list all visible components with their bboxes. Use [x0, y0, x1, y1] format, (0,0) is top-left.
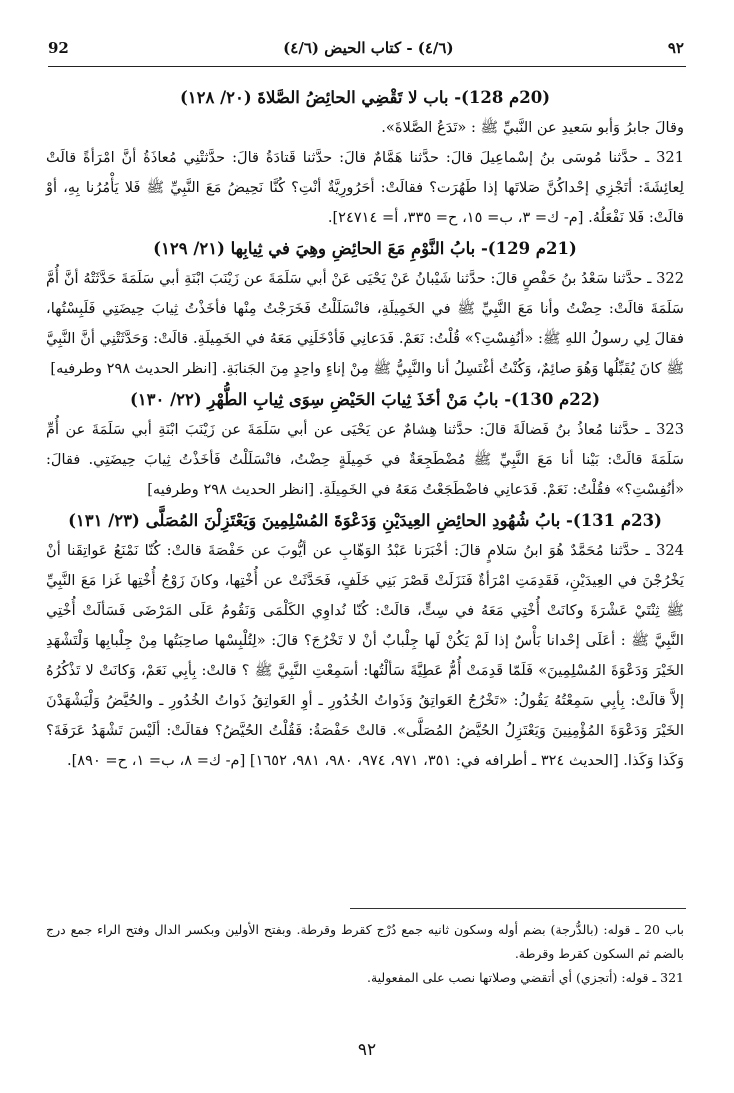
hadith-321: 321 ـ حدَّثنا مُوسَى بنُ إسْماعِيلَ قالَ: حدَّثنا هَمَّامٌ قالَ: حدَّثنا قَتادَةُ قالَ: حدَّثتْنِي مُعاذَةُ أنَّ امْرَأةً قالَتْ لِعائِشَةَ: أتَجْزِي إحْداكُنَّ صَلاتَها إذا طَهُرَت؟ فقالَتْ: أحَرُورِيَّةٌ أنْتِ؟ كُنَّا نَحِيضُ مَعَ النَّبِيِّ ﷺ فَلا يَأْمُرُنا بِهِ، أوْ قالَتْ: فَلا نَفْعَلُهُ. [م- ك= ٣، ب= ١٥، ح= ٣٣٥، أ= ٢٤٧١٤].: [46, 149, 684, 226]
section-20-intro: وقالَ جابرُ وَأبو سَعيدِ عن النَّبيِّ ﷺ : «تَدَعُ الصَّلاةَ».: [381, 119, 684, 136]
page-number-arabic: ٩٢: [667, 39, 684, 57]
page-header: [48, 34, 684, 62]
page-number-latin: 92: [48, 39, 69, 57]
section-title-21: (21م 129)- بابُ النَّوْمِ مَعَ الحائِضِ وهِيَ في ثِيابِها (٢١/ ١٢٩): [153, 239, 577, 258]
chapter-header: (٤/٦) - كتاب الحيض (٤/٦): [283, 39, 454, 57]
footnote-rule: [350, 908, 686, 909]
section-title-20: (20م 128)- باب لا تَقْضِي الحائِضُ الصَّلاةَ (٢٠/ ١٢٨): [179, 88, 551, 107]
footnote-bab-20: باب 20 ـ قوله: (بالدُّرجة) بضم أوله وسكون ثانيه جمع دُرْج كقرط وقرطة. وبفتح الأولين وبكسر الدال وفتح الراء جمع درج بالضم ثم السكون كقرط وقرطة.: [46, 922, 685, 961]
footer-page-number: ٩٢: [357, 1040, 377, 1060]
main-text: [46, 82, 684, 776]
section-title-23: (23م 131)- بابُ شُهُودِ الحائِضِ العِيدَيْنِ وَدَعْوَةَ المُسْلِمِينَ وَيَعْتَزِلْنَ المُصَلَّى (٢٣/ ١٣١): [68, 511, 662, 530]
hadith-323: 323 ـ حدَّثنا مُعاذُ بنُ فَضالَةَ قالَ: حدَّثنا هِشامٌ عن يَحْيَى عن أبي سَلَمَةَ عن زَيْنَبَ ابْنَةِ أبي سَلَمَةَ عن أُمِّ سَلَمَةَ قالَتْ: بَيْنا أنا مَعَ النَّبِيِّ ﷺ مُضْطَجِعَةٌ في خَمِيلَةٍ حِضْتُ، فانْسَلَلْتُ فَأخَذْتُ ثِيابَ حِيضَتِي. فقالَ: «أنُفِسْتِ؟» فقُلْتُ: نَعَمْ. فَدَعانِي فاضْطَجَعْتُ مَعَهُ في الخَمِيلَةِ. [انظر الحديث ٢٩٨ وطرفيه]: [46, 421, 684, 498]
section-title-22: (22م 130)- بابُ مَنْ أخَذَ ثِيابَ الحَيْضِ سِوَى ثِيابِ الطُّهْرِ (٢٢/ ١٣٠): [129, 390, 601, 409]
footnotes: [46, 918, 684, 990]
hadith-324: 324 ـ حدَّثنا مُحَمَّدٌ هُوَ ابنُ سَلامٍ قالَ: أخْبَرَنا عَبْدُ الوَهّابِ عن أيُّوبَ عن حَفْصَةَ قالتْ: كُنّا نَمْنَعُ عَواتِقَنا أنْ يَخْرُجْنَ في العِيدَيْنِ، فَقَدِمَتِ امْرَأةٌ فَنَزَلَتْ قَصْرَ بَنِي خَلَفٍ، فَحَدَّثَتْ عن أُخْتِها، وكانَ زَوْجُ أُخْتِها غَزا مَعَ النَّبِيِّ ﷺ ثِنْتَيْ عَشْرَةَ وكانَتْ أُخْتِي مَعَهُ في سِتٍّ، قالَتْ: كُنّا نُداوِي الكَلْمَى وَنَقُومُ عَلَى المَرْضَى فَسَألَتْ أُخْتِي النَّبِيَّ ﷺ : أعَلَى إحْدانا بَأْسٌ إذا لَمْ يَكُنْ لَها جِلْبابٌ أنْ لا تَخْرُجَ؟ قالَ: «لِتُلْبِسْها صاحِبَتُها مِنْ جِلْبابِها وَلْتَشْهَدِ الخَيْرَ وَدَعْوَةَ المُسْلِمِينَ» فَلَمّا قَدِمَتْ أُمُّ عَطِيَّةَ سَألْتُها: أسَمِعْتِ النَّبِيَّ ﷺ ؟ قالتْ: بِأبِي نَعَمْ، وَكانَتْ لا تَذْكُرُهُ إلاَّ قالَتْ: بِأبِي سَمِعْتُهُ يَقُولُ: «تَخْرُجُ العَواتِقُ وَذَواتُ الخُدُورِ ـ أوِ العَواتِقُ ذَواتُ الخُدُورِ ـ والحُيَّضُ وَلْيَشْهَدْنَ الخَيْرَ وَدَعْوَةَ المُؤْمِنِينَ وَيَعْتَزِلُ الحُيَّضُ المُصَلَّى». قالتْ حَفْصَةُ: فَقُلْتُ الحُيَّضُ؟ فقالَتْ: ألَيْسَ تَشْهَدُ عَرَفَةَ؟ وَكَذا وَكَذا. [الحديث ٣٢٤ ـ أطرافه في: ٣٥١، ٩٧١، ٩٧٤، ٩٨٠، ٩٨١، ١٦٥٢] [م- ك= ٨، ب= ١، ح= ٨٩٠].: [46, 542, 684, 769]
hadith-322: 322 ـ حدَّثنا سَعْدُ بنُ حَفْصٍ قالَ: حدَّثنا شَيْبانُ عَنْ يَحْيَى عَنْ أبي سَلَمَةَ عن زَيْنَبَ ابْنَةِ أبي سَلَمَةَ حَدَّثَتْهُ أنَّ أُمَّ سَلَمَةَ قالَتْ: حِضْتُ وأنا مَعَ النَّبِيِّ ﷺ في الخَمِيلَةِ، فانْسَلَلْتُ فَخَرَجْتُ مِنْها فأخَذْتُ ثِيابَ حِيضَتِي فَلَبِسْتُها، فقالَ لِي رسولُ اللهِ ﷺ: «أنُفِسْتِ؟» قُلْتُ: نَعَمْ. فَدَعانِي فَأدْخَلَنِي مَعَهُ في الخَمِيلَةِ. قالَتْ: وَحَدَّثَتْنِي أنَّ النَّبِيَّ ﷺ كانَ يُقَبِّلُها وَهُوَ صائِمٌ، وَكُنْتُ أغْتَسِلُ أنا والنَّبِيُّ ﷺ مِنْ إناءٍ واحِدٍ مِنَ الجَنابَةِ. [انظر الحديث ٢٩٨ وطرفيه]: [46, 270, 684, 377]
footnote-321: 321 ـ قوله: (أتجزي) أي أتقضي وصلاتها نصب على المفعولية.: [366, 970, 684, 985]
header-rule: [48, 66, 686, 67]
